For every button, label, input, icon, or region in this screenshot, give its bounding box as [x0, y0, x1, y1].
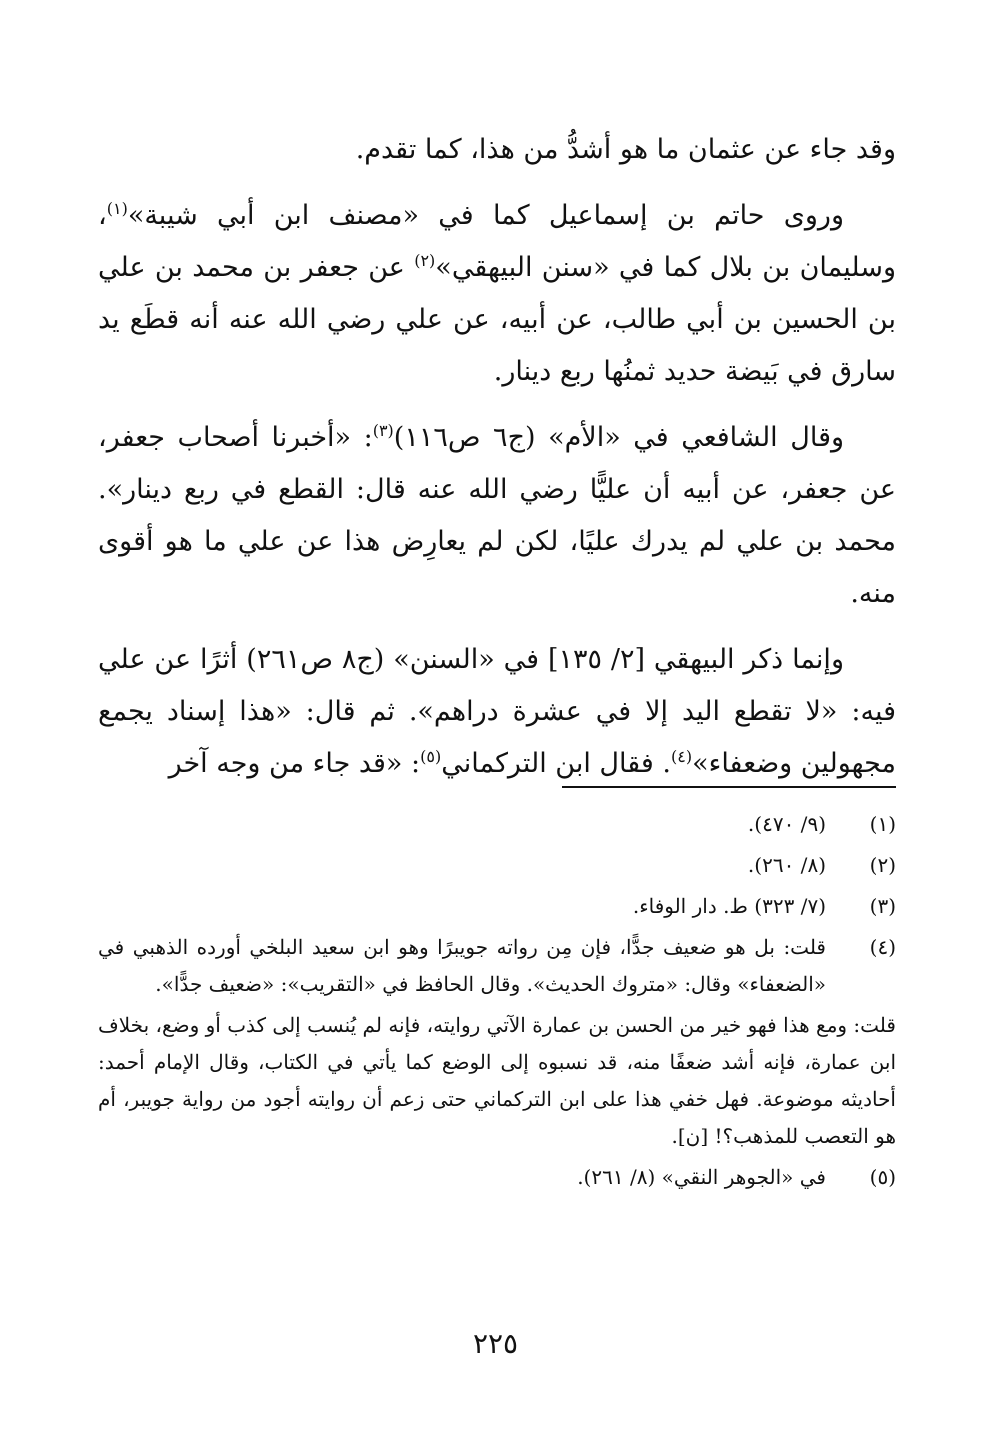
paragraph-1-text: وقد جاء عن عثمان ما هو أشدُّ من هذا، كما تقدم. — [355, 134, 896, 165]
footnote-ref-1[interactable]: (١) — [106, 199, 128, 218]
footnote-text: (٩/ ٤٧٠). — [747, 812, 826, 836]
paragraph-2-part-a: وروى حاتم بن إسماعيل كما في «مصنف ابن أبي شيبة» — [127, 200, 844, 231]
footnote-4 — [98, 929, 896, 1003]
paragraph-2 — [98, 190, 896, 398]
paragraph-2-part-b: ، وسليمان بن بلال كما في «سنن البيهقي» — [98, 200, 897, 283]
paragraph-2-part-c: عن جعفر بن محمد بن علي بن الحسين بن أبي طالب، عن أبيه، عن علي رضي الله عنه أنه قطَع يد سارق في بَيضة حديد ثمنُها ربع دينار. — [98, 252, 896, 387]
paragraph-3-part-a: وقال الشافعي في «الأم» (ج٦ ص١١٦) — [393, 422, 845, 453]
footnote-number: (١) — [869, 812, 896, 836]
footnote-separator — [562, 786, 896, 788]
footnote-text: (٨/ ٢٦٠). — [747, 853, 826, 877]
paragraph-4-part-c: : «قد جاء من وجه آخر — [168, 748, 421, 779]
footnote-ref-3[interactable]: (٣) — [372, 421, 394, 440]
footnote-ref-5[interactable]: (٥) — [420, 747, 442, 766]
footnote-3 — [98, 888, 896, 925]
footnotes — [98, 806, 896, 1200]
main-text — [98, 124, 896, 804]
footnote-number: (٢) — [869, 853, 896, 877]
footnote-4-continuation: قلت: ومع هذا فهو خير من الحسن بن عمارة الآتي روايته، فإنه لم يُنسب إلى كذب أو وضع، بخلاف ابن عمارة، فإنه أشد ضعفًا منه، قد نسبوه إلى الوضع كما يأتي في الكتاب، وقال الإمام أحمد: أحاديثه موضوعة. فهل خفي هذا على ابن التركماني حتى زعم أن روايته أجود من رواية جويبر، أم هو التعصب للمذهب؟! [ن]. — [98, 1013, 896, 1148]
footnote-ref-2[interactable]: (٢) — [414, 251, 436, 270]
footnote-5 — [98, 1159, 896, 1196]
footnote-number: (٣) — [869, 894, 896, 918]
footnote-text: في «الجوهر النقي» (٨/ ٢٦١). — [577, 1165, 826, 1189]
footnote-1 — [98, 806, 896, 843]
page-number: ٢٢٥ — [472, 1327, 519, 1360]
footnote-number: (٥) — [869, 1165, 896, 1189]
footnote-text: (٧/ ٣٢٣) ط. دار الوفاء. — [632, 894, 826, 918]
footnote-ref-4[interactable]: (٤) — [671, 747, 693, 766]
paragraph-3-part-b: : «أخبرنا أصحاب جعفر، عن جعفر، عن أبيه أن عليًّا رضي الله عنه قال: القطع في ربع دينار». محمد بن علي لم يدرك عليًا، لكن لم يعارِض هذا عن علي ما هو أقوى منه. — [98, 422, 896, 609]
paragraph-1 — [98, 124, 896, 176]
footnote-number: (٤) — [869, 935, 896, 959]
footnote-2 — [98, 847, 896, 884]
paragraph-3 — [98, 412, 896, 620]
footnote-text: قلت: بل هو ضعيف جدًّا، فإن مِن رواته جويبرًا وهو ابن سعيد البلخي أورده الذهبي في «الضعفاء» وقال: «متروك الحديث». وقال الحافظ في «التقريب»: «ضعيف جدًّا». — [98, 935, 826, 996]
paragraph-4-part-a: وإنما ذكر البيهقي [٢/ ١٣٥] في «السنن» (ج٨ ص٢٦١) أثرًا عن علي فيه: «لا تقطع اليد إلا في عشرة دراهم». ثم قال: «هذا إسناد يجمع مجهولين وضعفاء» — [98, 644, 896, 779]
paragraph-4-part-b: . فقال ابن التركماني — [441, 748, 672, 779]
paragraph-4 — [98, 634, 896, 790]
